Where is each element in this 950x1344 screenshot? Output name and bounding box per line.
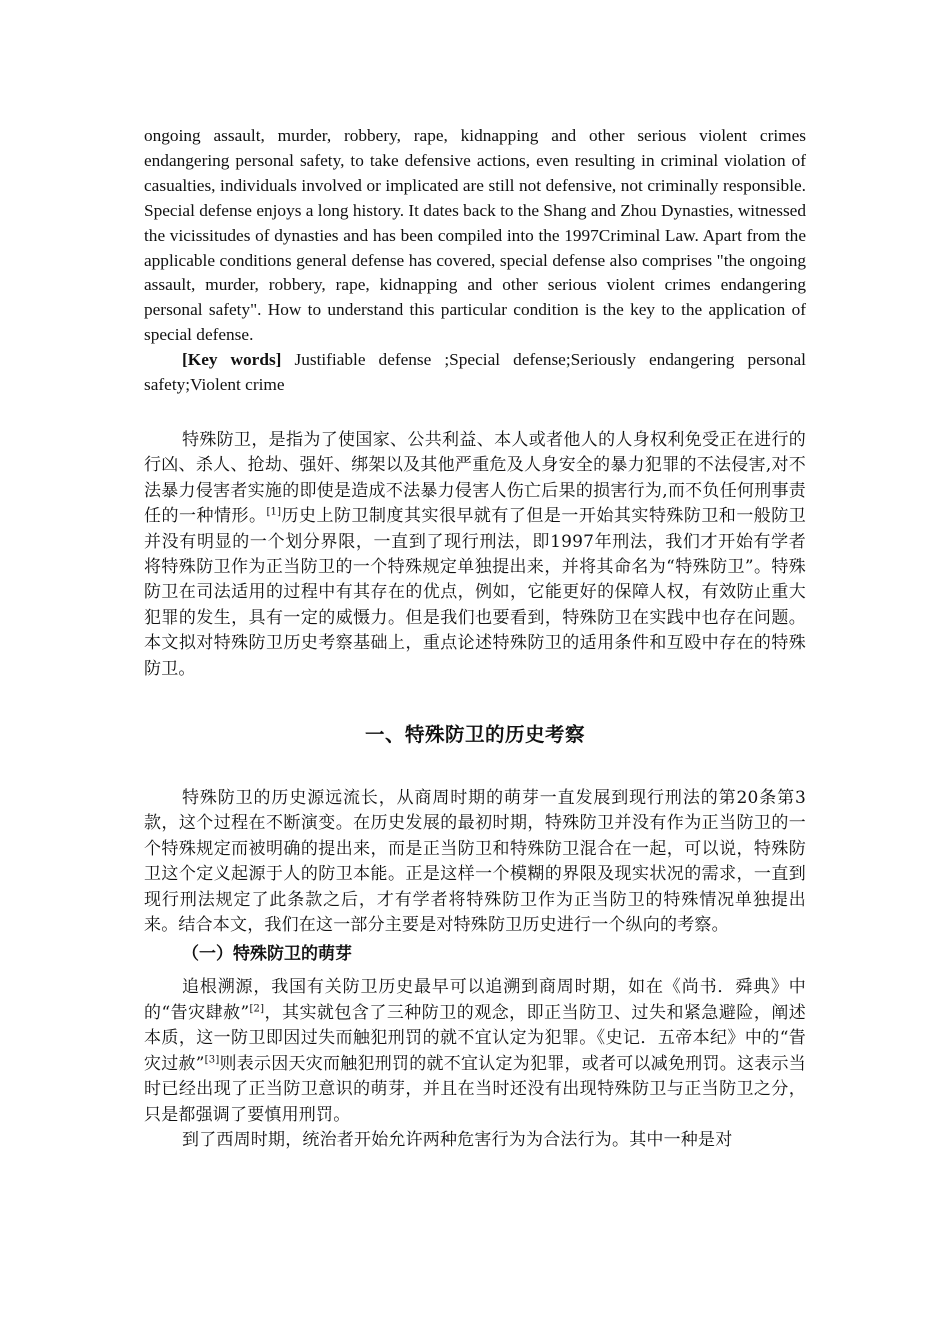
intro-paragraph: [144, 428, 806, 682]
para2-text-c: 则表示因天灾而触犯刑罚的就不宜认定为犯罪，或者可以减免刑罚。这表示当时已经出现了正当防卫意识的萌芽，并且在当时还没有出现特殊防卫与正当防卫之分，只是都强调了要慎用刑罚。: [144, 1053, 806, 1125]
footnote-ref-3[interactable]: [3]: [204, 1054, 220, 1066]
intro-text-part2: 历史上防卫制度其实很早就有了但是一开始其实特殊防卫和一般防卫并没有明显的一个划分界限，一直到了现行刑法，即1997年刑法，我们才开始有学者将特殊防卫作为正当防卫的一个特殊规定单独提出来，并将其命名为“特殊防卫”。特殊防卫在司法适用的过程中有其存在的优点，例如，它能更好的保障人权，有效防止重大犯罪的发生，具有一定的威慑力。但是我们也要看到，特殊防卫在实践中也存在问题。本文拟对特殊防卫历史考察基础上，重点论述特殊防卫的适用条件和互殴中存在的特殊防卫。: [144, 506, 806, 679]
section-heading: 一、特殊防卫的历史考察: [364, 723, 585, 747]
section-paragraph-2: [144, 975, 806, 1127]
subsection-heading: （一）特殊防卫的萌芽: [182, 944, 352, 965]
para2-text-a: 追根溯源，我国有关防卫历史最早可以追溯到商周时期，如在《尚书．舜典》中的“眚灾肆赦”: [144, 977, 806, 1023]
abstract-body: ongoing assault, murder, robbery, rape, kidnapping and other serious violent crimes endangering personal safety, to take defensive actions, even resulting in criminal violation of casualties, individuals involved or implicated are still not defensive, not criminally responsible. Special defense enjoys a long history. It dates back to the Shang and Zhou Dynasties, witnessed the vicissitudes of dynasties and has been compiled into the 1997Criminal Law. Apart from the applicable conditions general defense has covered, special defense also comprises "the ongoing assault, murder, robbery, rape, kidnapping and other serious violent crimes endangering personal safety". How to understand this particular condition is the key to the application of special defense.: [144, 126, 806, 345]
section-paragraph-3: 到了西周时期，统治者开始允许两种危害行为为合法行为。其中一种是对: [182, 1129, 733, 1150]
keywords-text: Justifiable defense ;Special defense;Seriously endangering personal safety;Violent crime: [144, 350, 806, 395]
intro-text-part1: 特殊防卫，是指为了使国家、公共利益、本人或者他人的人身权利免受正在进行的行凶、杀人、抢劫、强奸、绑架以及其他严重危及人身安全的暴力犯罪的不法侵害,对不法暴力侵害者实施的即使是造成不法暴力侵害人伤亡后果的损害行为,而不负任何刑事责任的一种情形。: [144, 429, 806, 527]
para2-text-b: ，其实就包含了三种防卫的观念，即正当防卫、过失和紧急避险，阐述本质，这一防卫即因过失而触犯刑罚的就不宜认定为犯罪。《史记．五帝本纪》中的“眚灾过赦”: [144, 1002, 806, 1074]
keywords-label: [Key words]: [182, 350, 282, 370]
footnote-ref-2[interactable]: [2]: [249, 1003, 265, 1015]
footnote-ref-1[interactable]: [1]: [266, 506, 282, 518]
keywords-line: [144, 348, 806, 398]
section-paragraph-1: 特殊防卫的历史源远流长，从商周时期的萌芽一直发展到现行刑法的第20条第3款，这个过程在不断演变。在历史发展的最初时期，特殊防卫并没有作为正当防卫的一个特殊规定而被明确的提出来，而是正当防卫和特殊防卫混合在一起，可以说，特殊防卫这个定义起源于人的防卫本能。正是这样一个模糊的界限及现实状况的需求，一直到现行刑法规定了此条款之后，才有学者将特殊防卫作为正当防卫的特殊情况单独提出来。结合本文，我们在这一部分主要是对特殊防卫历史进行一个纵向的考察。: [144, 788, 806, 936]
document-page: [144, 124, 806, 1153]
